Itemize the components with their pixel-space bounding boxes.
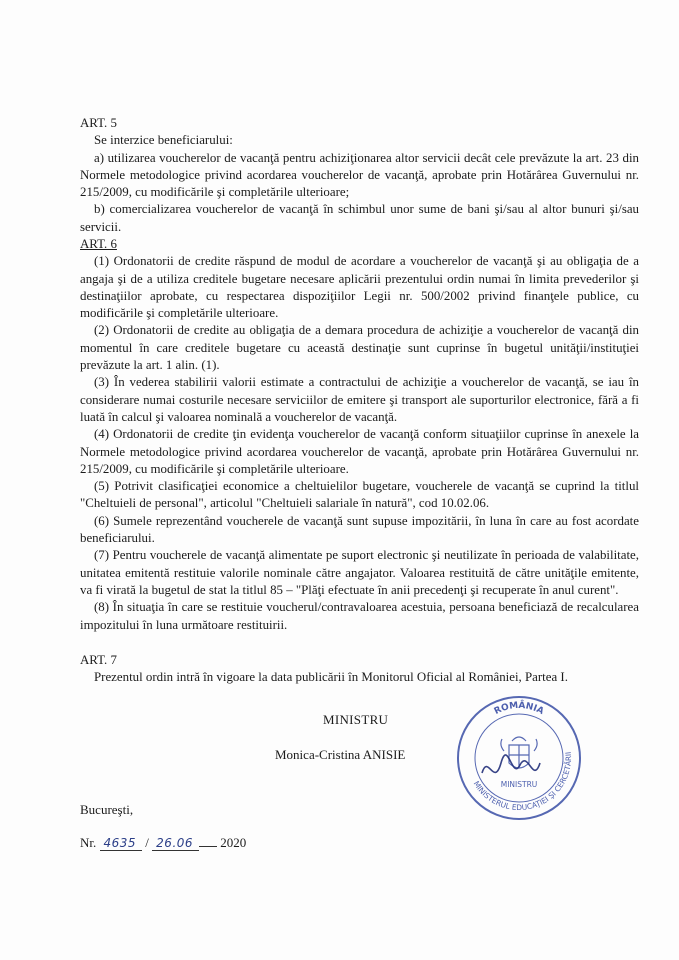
signature-title: MINISTRU	[323, 712, 389, 727]
article-6-paragraph-4: (4) Ordonatorii de credite ţin evidenţa voucherelor de vacanţă conform situaţiilor cuprinse în anexele la Normele metodologice privind acordarea voucherelor de vacanţă, aprobate prin Hotărârea Guvernului nr. 215/2009, cu modificările şi completările ulterioare.	[80, 427, 639, 476]
registration-year: 2020	[220, 835, 247, 850]
article-5-heading: ART. 5	[80, 116, 117, 130]
date-blank-line	[199, 846, 217, 847]
number-separator: /	[145, 835, 149, 850]
article-7-heading: ART. 7	[80, 653, 117, 667]
article-6-heading: ART. 6	[80, 237, 117, 251]
place-label: Bucureşti,	[80, 802, 134, 817]
stamp-ring-text: MINISTERUL EDUCAŢIEI ŞI CERCETĂRII	[471, 751, 574, 813]
article-5-intro: Se interzice beneficiarului:	[94, 133, 233, 148]
article-5-point-b: b) comercializarea voucherelor de vacanţă în schimbul unor sume de bani şi/sau al altor bunuri şi/sau servicii.	[80, 202, 639, 234]
article-7-text: Prezentul ordin intră în vigoare la data publicării în Monitorul Oficial al României, Partea I.	[94, 670, 568, 685]
coat-of-arms-icon	[501, 737, 537, 768]
article-6-paragraph-3: (3) În vederea stabilirii valorii estimate a contractului de achiziţie a voucherelor de vacanţă, se iau în considerare numai costurile necesare serviciilor de emitere şi transport ale suporturilor electronice, fără a fi luată în calcul şi valoarea nominală a voucherelor de vacanţă.	[80, 375, 639, 424]
registration-number-line	[80, 835, 246, 851]
stamp-top-text: ROMÂNIA	[492, 700, 546, 717]
article-6-paragraph-5: (5) Potrivit clasificaţiei economice a cheltuielilor bugetare, voucherele de vacanţă se cuprind la titlul "Cheltuieli de personal", articolul "Cheltuieli salariale în natură", cod 10.02.06.	[80, 479, 639, 511]
article-6-paragraph-1: (1) Ordonatorii de credite răspund de modul de acordare a voucherelor de vacanţă şi au obligaţia de a angaja şi de a utiliza creditele bugetare necesare aplicării prezentului ordin numai în limita prevederilor şi destinaţiilor aprobate, cu respectarea dispoziţiilor Legii nr. 500/2002 privind finanţele publice, cu modificările şi completările ulterioare.	[80, 254, 639, 321]
official-stamp	[454, 693, 584, 823]
article-5-point-a: a) utilizarea voucherelor de vacanţă pentru achiziţionarea altor servicii decât cele prevăzute la art. 23 din Normele metodologice privind acordarea voucherelor de vacanţă, aprobate prin Hotărârea Guvernului nr. 215/2009, cu modificările şi completările ulterioare;	[80, 150, 639, 200]
article-6	[80, 236, 639, 634]
signature-name: Monica-Cristina ANISIE	[275, 747, 406, 762]
registration-number: 4635	[100, 836, 143, 851]
article-6-paragraph-7: (7) Pentru voucherele de vacanţă alimentate pe suport electronic şi neutilizate în perioada de valabilitate, unitatea emitentă restituie valorile nominale către angajator. Valoarea restituită de către unităţile emitente, va fi virată la bugetul de stat la titlul 85 – "Plăţi efectuate în anii precedenţi şi recuperate în anul curent".	[80, 548, 639, 597]
article-5	[80, 115, 639, 236]
handwritten-signature	[482, 755, 540, 773]
stamp-center-text: MINISTRU	[500, 780, 538, 789]
article-6-paragraph-2: (2) Ordonatorii de credite au obligaţia de a demara procedura de achiziţie a voucherelor de vacanţă din momentul în care creditele bugetare cu această destinaţie sunt cuprinse în bugetul unităţii/instituţiei prevăzute la art. 1 alin. (1).	[80, 323, 639, 373]
article-6-paragraph-8: (8) În situaţia în care se restituie voucherul/contravaloarea acestuia, persoana beneficiază de recalcularea impozitului în luna următoare restituirii.	[80, 600, 639, 632]
article-6-paragraph-6: (6) Sumele reprezentând voucherele de vacanţă sunt supuse impozitării, în luna în care au fost acordate beneficiarului.	[80, 513, 639, 546]
number-prefix: Nr.	[80, 835, 97, 850]
article-7	[80, 652, 639, 687]
registration-date: 26.06	[152, 836, 199, 851]
